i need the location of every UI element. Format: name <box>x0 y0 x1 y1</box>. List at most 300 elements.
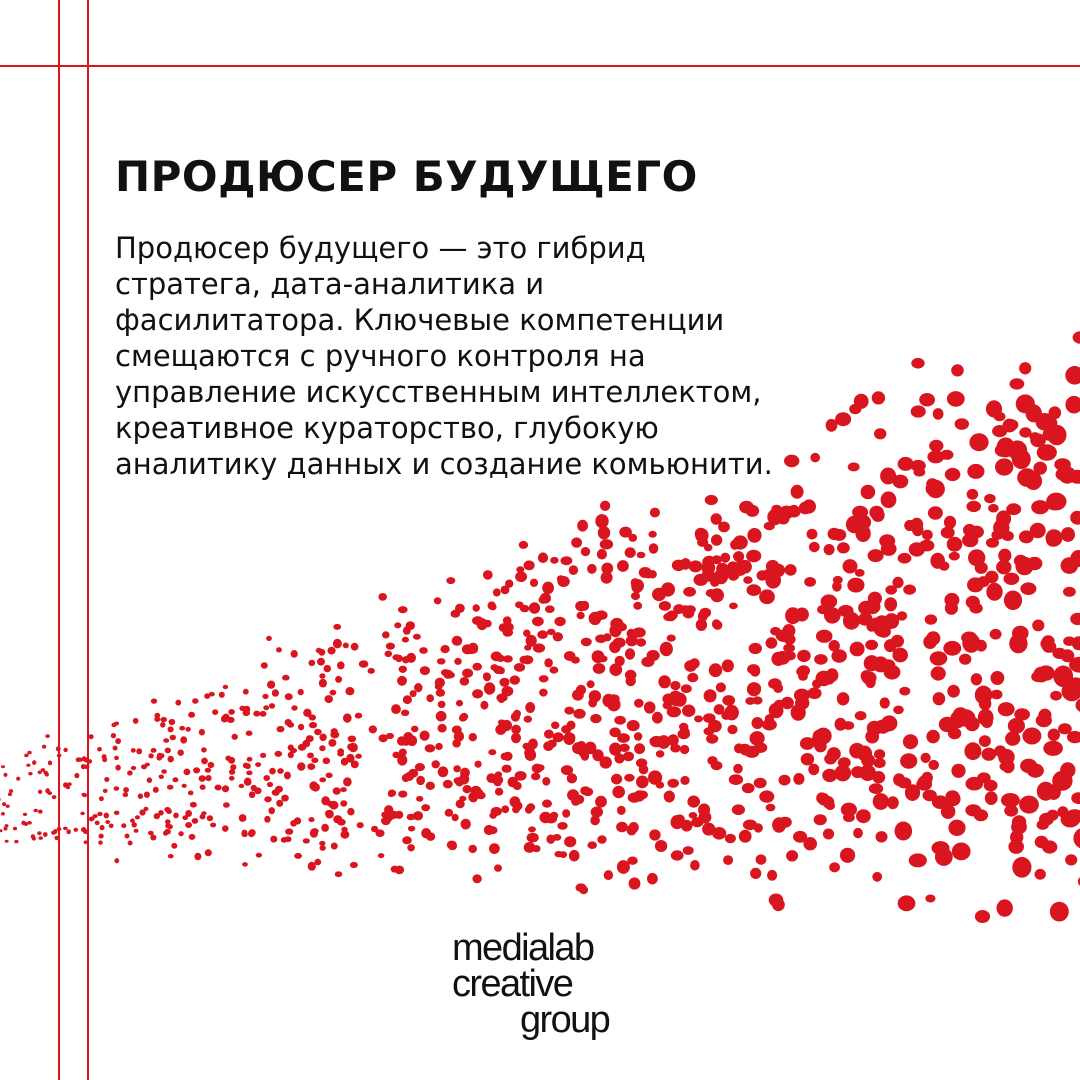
red-dot <box>246 731 253 736</box>
red-dot <box>189 834 196 840</box>
red-dot <box>841 803 857 817</box>
red-dot <box>1065 854 1077 865</box>
red-dot <box>945 602 958 615</box>
red-dot <box>321 824 329 832</box>
red-dot <box>929 440 943 452</box>
red-dot <box>511 733 521 744</box>
red-dot <box>80 812 85 816</box>
red-dot <box>872 872 882 882</box>
red-dot <box>460 677 470 686</box>
red-dot <box>90 817 95 821</box>
red-dot <box>982 748 997 761</box>
red-dot <box>1038 709 1051 723</box>
red-dot <box>488 749 496 755</box>
red-dot <box>281 795 289 802</box>
red-dot <box>933 692 946 705</box>
red-dot <box>909 853 927 867</box>
red-dot <box>768 678 782 689</box>
red-dot <box>966 777 984 791</box>
red-dot <box>528 826 536 832</box>
red-dot <box>253 711 260 717</box>
red-dot <box>573 709 585 719</box>
red-dot <box>468 845 477 853</box>
red-dot <box>797 650 811 662</box>
red-dot <box>385 651 393 657</box>
red-dot <box>419 647 428 654</box>
red-dot <box>804 577 816 587</box>
red-dot <box>903 585 916 595</box>
red-dot <box>599 529 610 537</box>
red-dot <box>723 855 733 865</box>
red-dot <box>350 862 358 868</box>
red-dot <box>1005 731 1020 745</box>
red-dot <box>178 831 183 836</box>
red-dot <box>885 585 897 594</box>
red-dot <box>104 777 109 782</box>
red-dot <box>898 895 916 911</box>
red-dot <box>1046 493 1066 511</box>
red-dot <box>919 393 935 406</box>
red-dot <box>488 601 496 609</box>
red-dot <box>893 706 904 715</box>
red-dot <box>658 675 670 688</box>
red-dot <box>759 589 775 604</box>
red-dot <box>179 726 185 731</box>
red-dot <box>288 752 294 758</box>
red-dot <box>499 725 506 732</box>
red-dot <box>343 643 349 649</box>
red-dot <box>887 796 899 809</box>
red-dot <box>656 750 665 757</box>
red-dot <box>175 700 181 706</box>
red-dot <box>173 813 179 819</box>
red-dot <box>473 604 480 612</box>
red-dot <box>747 664 760 674</box>
red-dot <box>561 556 573 565</box>
red-dot <box>448 842 457 850</box>
red-dot <box>759 790 774 802</box>
red-dot <box>652 712 663 724</box>
red-dot <box>484 825 494 835</box>
red-dot <box>927 480 945 498</box>
red-dot <box>974 809 988 821</box>
red-dot <box>1065 396 1080 414</box>
red-dot <box>416 776 425 785</box>
red-dot <box>663 613 674 621</box>
red-dot <box>739 830 752 843</box>
red-dot <box>201 747 207 752</box>
red-dot <box>308 817 314 822</box>
red-dot <box>316 648 322 653</box>
red-dot <box>227 717 235 723</box>
red-dot <box>846 516 862 533</box>
red-dot <box>1073 828 1080 849</box>
red-dot <box>595 610 608 620</box>
red-dot <box>212 709 218 715</box>
red-dot <box>893 475 909 489</box>
red-dot <box>837 542 850 553</box>
red-dot <box>303 838 310 843</box>
red-dot <box>159 775 164 780</box>
red-dot <box>527 833 539 843</box>
red-dot <box>135 815 140 819</box>
red-dot <box>749 643 762 654</box>
red-dot <box>113 746 118 751</box>
red-dot <box>511 725 521 735</box>
red-dot <box>745 697 755 705</box>
red-dot <box>178 750 184 756</box>
red-dot <box>154 713 160 718</box>
red-dot <box>319 679 327 688</box>
red-dot <box>812 679 822 688</box>
red-dot <box>288 744 294 750</box>
red-dot <box>340 800 347 806</box>
red-dot <box>979 697 992 710</box>
red-dot <box>539 596 548 604</box>
red-dot <box>767 870 777 881</box>
red-dot <box>141 764 147 769</box>
red-dot <box>131 748 136 753</box>
red-dot <box>581 547 590 556</box>
red-dot <box>634 699 644 708</box>
red-dot <box>873 793 889 810</box>
red-dot <box>946 792 960 806</box>
red-dot <box>766 560 779 573</box>
red-dot <box>323 758 331 765</box>
body-paragraph <box>115 230 775 482</box>
red-dot <box>997 437 1015 457</box>
red-dot <box>756 854 767 864</box>
red-dot <box>330 731 339 738</box>
red-dot <box>733 535 748 549</box>
red-dot <box>905 784 920 801</box>
red-dot <box>34 809 38 813</box>
red-dot <box>454 658 462 665</box>
red-dot <box>1056 772 1072 788</box>
red-dot <box>538 552 548 563</box>
body-line: Продюсер будущего — это гибрид <box>115 231 646 265</box>
red-dot <box>1061 649 1075 662</box>
red-dot <box>337 748 344 754</box>
red-dot <box>683 846 694 855</box>
red-dot <box>333 815 342 823</box>
red-dot <box>514 663 525 672</box>
red-dot <box>229 769 235 775</box>
red-dot <box>416 796 423 802</box>
red-dot <box>306 735 314 742</box>
red-dot <box>483 672 490 678</box>
red-dot <box>923 635 937 649</box>
red-dot <box>766 804 776 812</box>
red-dot <box>550 812 558 820</box>
red-dot <box>223 685 229 689</box>
red-dot <box>856 809 871 823</box>
red-dot <box>1061 811 1080 827</box>
red-dot <box>341 758 348 766</box>
red-dot <box>928 760 939 770</box>
red-dot <box>343 777 352 786</box>
red-dot <box>426 694 434 702</box>
red-dot <box>865 730 879 744</box>
red-dot <box>921 753 931 763</box>
red-dot <box>779 775 791 786</box>
red-dot <box>722 659 734 672</box>
red-dot <box>168 854 174 858</box>
red-dot <box>1033 462 1047 475</box>
red-dot <box>1012 857 1031 878</box>
red-dot <box>874 749 885 759</box>
red-dot <box>98 840 103 844</box>
red-dot <box>766 637 778 648</box>
red-dot <box>472 689 483 698</box>
red-dot <box>26 764 30 767</box>
red-dot <box>563 732 575 745</box>
red-dot <box>147 777 152 783</box>
red-dot <box>1061 527 1075 542</box>
red-dot <box>727 725 737 734</box>
red-dot <box>121 823 126 828</box>
red-dot <box>503 623 513 632</box>
red-dot <box>99 796 104 801</box>
red-dot <box>1049 406 1062 419</box>
body-line: аналитику данных и создание комьюнити. <box>115 447 773 481</box>
red-dot <box>402 836 412 844</box>
red-dot <box>1009 634 1027 654</box>
red-dot <box>228 757 235 764</box>
red-dot <box>184 769 191 776</box>
red-dot <box>472 874 481 883</box>
red-dot <box>701 561 715 575</box>
red-dot <box>413 634 421 640</box>
red-dot <box>561 765 573 775</box>
red-dot <box>508 777 519 788</box>
red-dot <box>587 841 597 849</box>
red-dot <box>1065 366 1080 385</box>
red-dot <box>319 734 326 742</box>
red-dot <box>229 776 235 781</box>
red-dot <box>625 547 636 558</box>
red-dot <box>263 705 269 710</box>
red-dot <box>223 802 230 808</box>
red-dot <box>345 687 354 695</box>
red-dot <box>631 592 640 600</box>
red-dot <box>881 491 897 508</box>
red-dot <box>343 713 352 722</box>
red-dot <box>945 468 961 481</box>
red-dot <box>1046 535 1060 547</box>
red-dot <box>222 825 229 832</box>
red-dot <box>713 621 723 630</box>
red-dot <box>314 859 321 866</box>
red-dot <box>925 614 937 624</box>
red-dot <box>255 762 261 767</box>
red-dot <box>656 781 665 788</box>
red-dot <box>97 812 102 816</box>
red-dot <box>264 816 270 823</box>
red-dot <box>494 864 502 871</box>
red-dot <box>348 736 357 743</box>
red-dot <box>1000 762 1012 771</box>
red-dot <box>491 651 502 661</box>
red-dot <box>243 689 249 695</box>
red-dot <box>532 764 543 774</box>
red-dot <box>858 601 874 615</box>
red-dot <box>750 731 765 746</box>
red-dot <box>530 579 538 587</box>
red-dot <box>1022 728 1041 745</box>
red-dot <box>567 789 579 801</box>
red-dot <box>874 428 886 439</box>
red-dot <box>515 601 524 608</box>
red-dot <box>239 814 247 822</box>
red-dot <box>114 786 120 791</box>
red-dot <box>733 764 743 774</box>
red-dot <box>369 725 377 733</box>
red-dot <box>37 831 41 835</box>
red-dot <box>462 669 473 678</box>
red-dot <box>998 702 1015 716</box>
red-dot <box>627 720 640 731</box>
red-dot <box>874 758 886 768</box>
red-dot <box>695 528 707 540</box>
red-dot <box>14 840 18 843</box>
red-dot <box>165 748 171 754</box>
red-dot <box>333 624 341 630</box>
red-dot <box>637 552 646 559</box>
red-dot <box>239 784 245 788</box>
red-dot <box>752 717 764 729</box>
red-dot <box>81 827 86 832</box>
red-dot <box>277 726 285 732</box>
red-dot <box>582 788 593 797</box>
red-dot <box>1040 638 1051 649</box>
red-dot <box>1035 836 1049 848</box>
red-dot <box>89 734 94 739</box>
red-dot <box>16 777 20 781</box>
red-dot <box>680 745 689 754</box>
red-dot <box>524 747 535 758</box>
red-dot <box>990 629 1002 640</box>
red-dot <box>501 586 510 595</box>
red-dot <box>168 756 174 763</box>
red-dot <box>872 771 885 783</box>
red-dot <box>1006 503 1021 515</box>
red-dot <box>597 549 607 560</box>
red-dot <box>739 560 752 574</box>
red-dot <box>647 873 658 885</box>
red-dot <box>510 675 520 684</box>
red-dot <box>904 737 916 746</box>
red-dot <box>545 605 555 613</box>
red-dot <box>114 756 119 760</box>
red-dot <box>128 841 133 846</box>
red-dot <box>634 743 645 754</box>
red-dot <box>0 829 3 832</box>
red-dot <box>922 530 933 541</box>
red-dot <box>1 765 5 768</box>
red-dot <box>402 738 410 746</box>
red-dot <box>420 731 430 741</box>
red-dot <box>472 663 482 671</box>
red-dot <box>109 824 114 829</box>
red-dot <box>1048 729 1060 742</box>
red-dot <box>591 807 603 818</box>
red-dot <box>966 501 981 512</box>
red-dot <box>995 458 1013 475</box>
red-dot <box>784 634 796 645</box>
red-dot <box>381 812 388 818</box>
red-dot <box>939 561 949 570</box>
red-dot <box>158 810 164 816</box>
red-dot <box>461 819 471 830</box>
red-dot <box>930 651 948 665</box>
red-dot <box>42 745 46 749</box>
red-dot <box>1020 759 1037 774</box>
red-dot <box>660 642 673 656</box>
red-dot <box>103 789 108 793</box>
red-dot <box>743 820 757 831</box>
red-dot <box>588 698 597 707</box>
red-dot <box>171 843 177 849</box>
red-dot <box>298 744 306 751</box>
red-dot <box>452 636 463 646</box>
red-dot <box>651 771 659 780</box>
red-dot <box>333 787 341 794</box>
red-dot <box>650 736 664 747</box>
red-dot <box>74 828 79 832</box>
red-dot <box>809 542 820 552</box>
red-dot <box>402 637 409 643</box>
red-dot <box>319 673 325 679</box>
red-dot <box>311 828 319 834</box>
red-dot <box>144 792 150 798</box>
red-dot <box>680 727 690 738</box>
red-dot <box>931 666 946 680</box>
red-dot <box>382 631 390 638</box>
red-dot <box>971 673 982 685</box>
red-dot <box>732 804 745 815</box>
red-dot <box>985 791 998 805</box>
red-dot <box>498 719 505 725</box>
red-dot <box>167 824 173 829</box>
red-dot <box>869 783 883 794</box>
red-dot <box>791 485 804 499</box>
red-dot <box>571 537 582 547</box>
red-dot <box>269 703 275 709</box>
red-dot <box>407 844 415 851</box>
body-line: управление искусственным интеллектом, <box>115 375 762 409</box>
red-dot <box>614 716 626 725</box>
red-dot <box>284 772 291 780</box>
red-dot <box>1004 573 1020 585</box>
red-dot <box>188 791 194 796</box>
red-dot <box>392 654 400 660</box>
red-dot <box>978 709 994 726</box>
red-dot <box>232 734 238 740</box>
red-dot <box>881 715 897 731</box>
red-dot <box>826 419 838 432</box>
red-dot <box>597 835 606 844</box>
red-dot <box>636 776 649 789</box>
red-dot <box>900 753 917 769</box>
red-dot <box>848 462 860 471</box>
red-dot <box>368 668 375 674</box>
red-dot <box>617 806 626 815</box>
red-dot <box>865 640 878 650</box>
red-dot <box>335 871 343 877</box>
red-dot <box>595 796 607 808</box>
red-dot <box>525 702 535 713</box>
